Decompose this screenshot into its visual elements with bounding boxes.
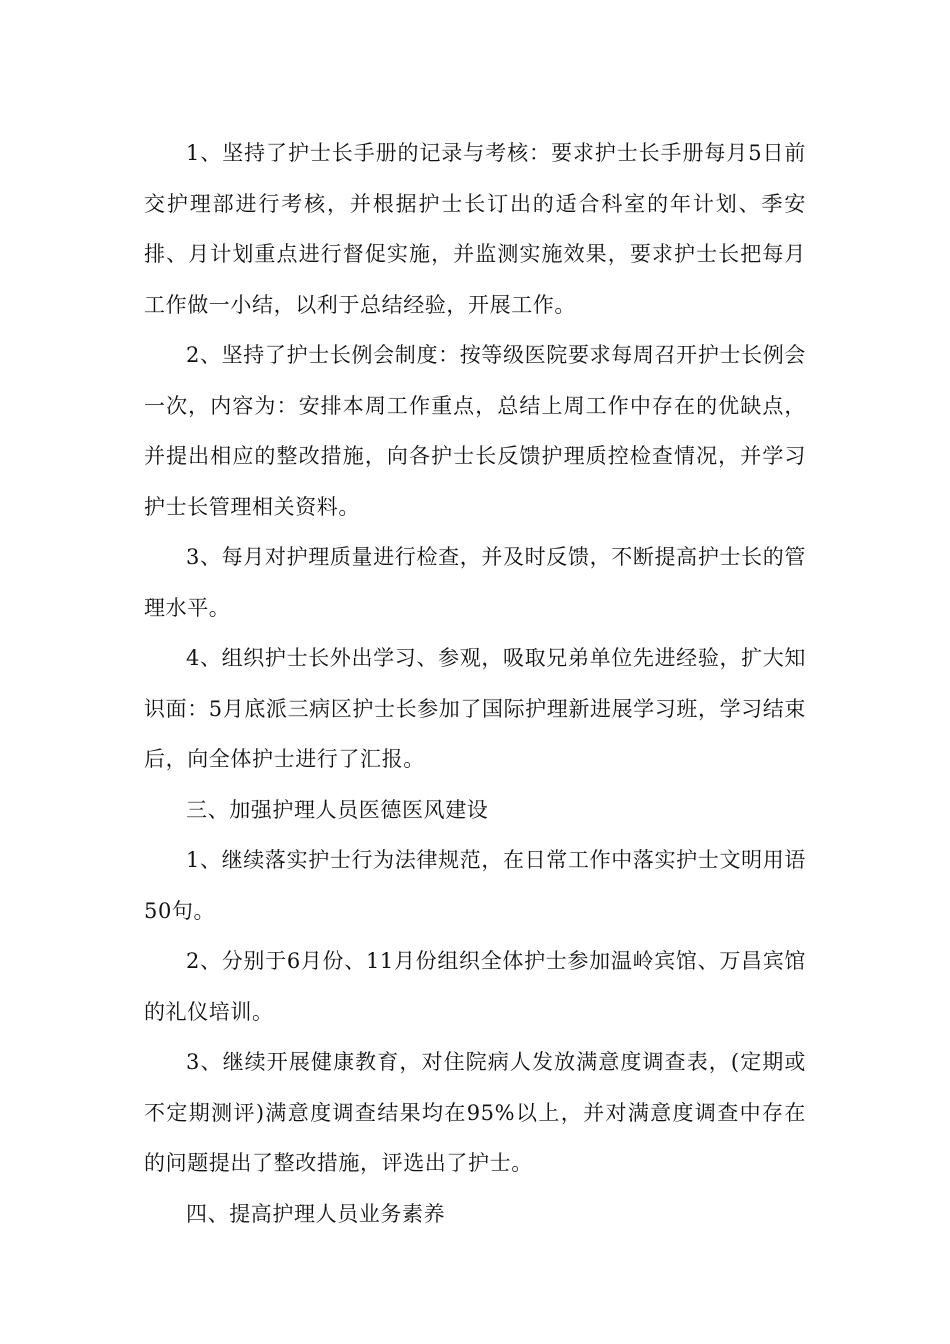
paragraph-monthly-quality-check: 3、每月对护理质量进行检查，并及时反馈，不断提高护士长的管理水平。 [144, 545, 806, 620]
paragraph-handbook-review: 1、坚持了护士长手册的记录与考核：要求护士长手册每月5日前交护理部进行考核，并根据护士长订出的适合科室的年计划、季安排、月计划重点进行督促实施，并监测实施效果，要求护士长把每月工作做一小结，以利于总结经验，开展工作。 [144, 141, 806, 317]
document-body [144, 128, 806, 1239]
paragraph-external-study: 4、组织护士长外出学习、参观，吸取兄弟单位先进经验，扩大知识面：5月底派三病区护士长参加了国际护理新进展学习班，学习结束后，向全体护士进行了汇报。 [144, 646, 806, 771]
paragraph-health-education: 3、继续开展健康教育，对住院病人发放满意度调查表，(定期或不定期测评)满意度调查结果均在95%以上，并对满意度调查中存在的问题提出了整改措施，评选出了护士。 [144, 1050, 806, 1175]
section-heading-professional-skills: 四、提高护理人员业务素养 [186, 1201, 446, 1226]
section-heading-ethics: 三、加强护理人员医德医风建设 [186, 797, 489, 822]
paragraph-head-nurse-meeting: 2、坚持了护士长例会制度：按等级医院要求每周召开护士长例会一次，内容为：安排本周工作重点，总结上周工作中存在的优缺点，并提出相应的整改措施，向各护士长反馈护理质控检查情况，并学习护士长管理相关资料。 [144, 343, 806, 519]
paragraph-etiquette-training: 2、分别于6月份、11月份组织全体护士参加温岭宾馆、万昌宾馆的礼仪培训。 [144, 949, 806, 1024]
paragraph-conduct-norms: 1、继续落实护士行为法律规范，在日常工作中落实护士文明用语50句。 [144, 848, 806, 923]
